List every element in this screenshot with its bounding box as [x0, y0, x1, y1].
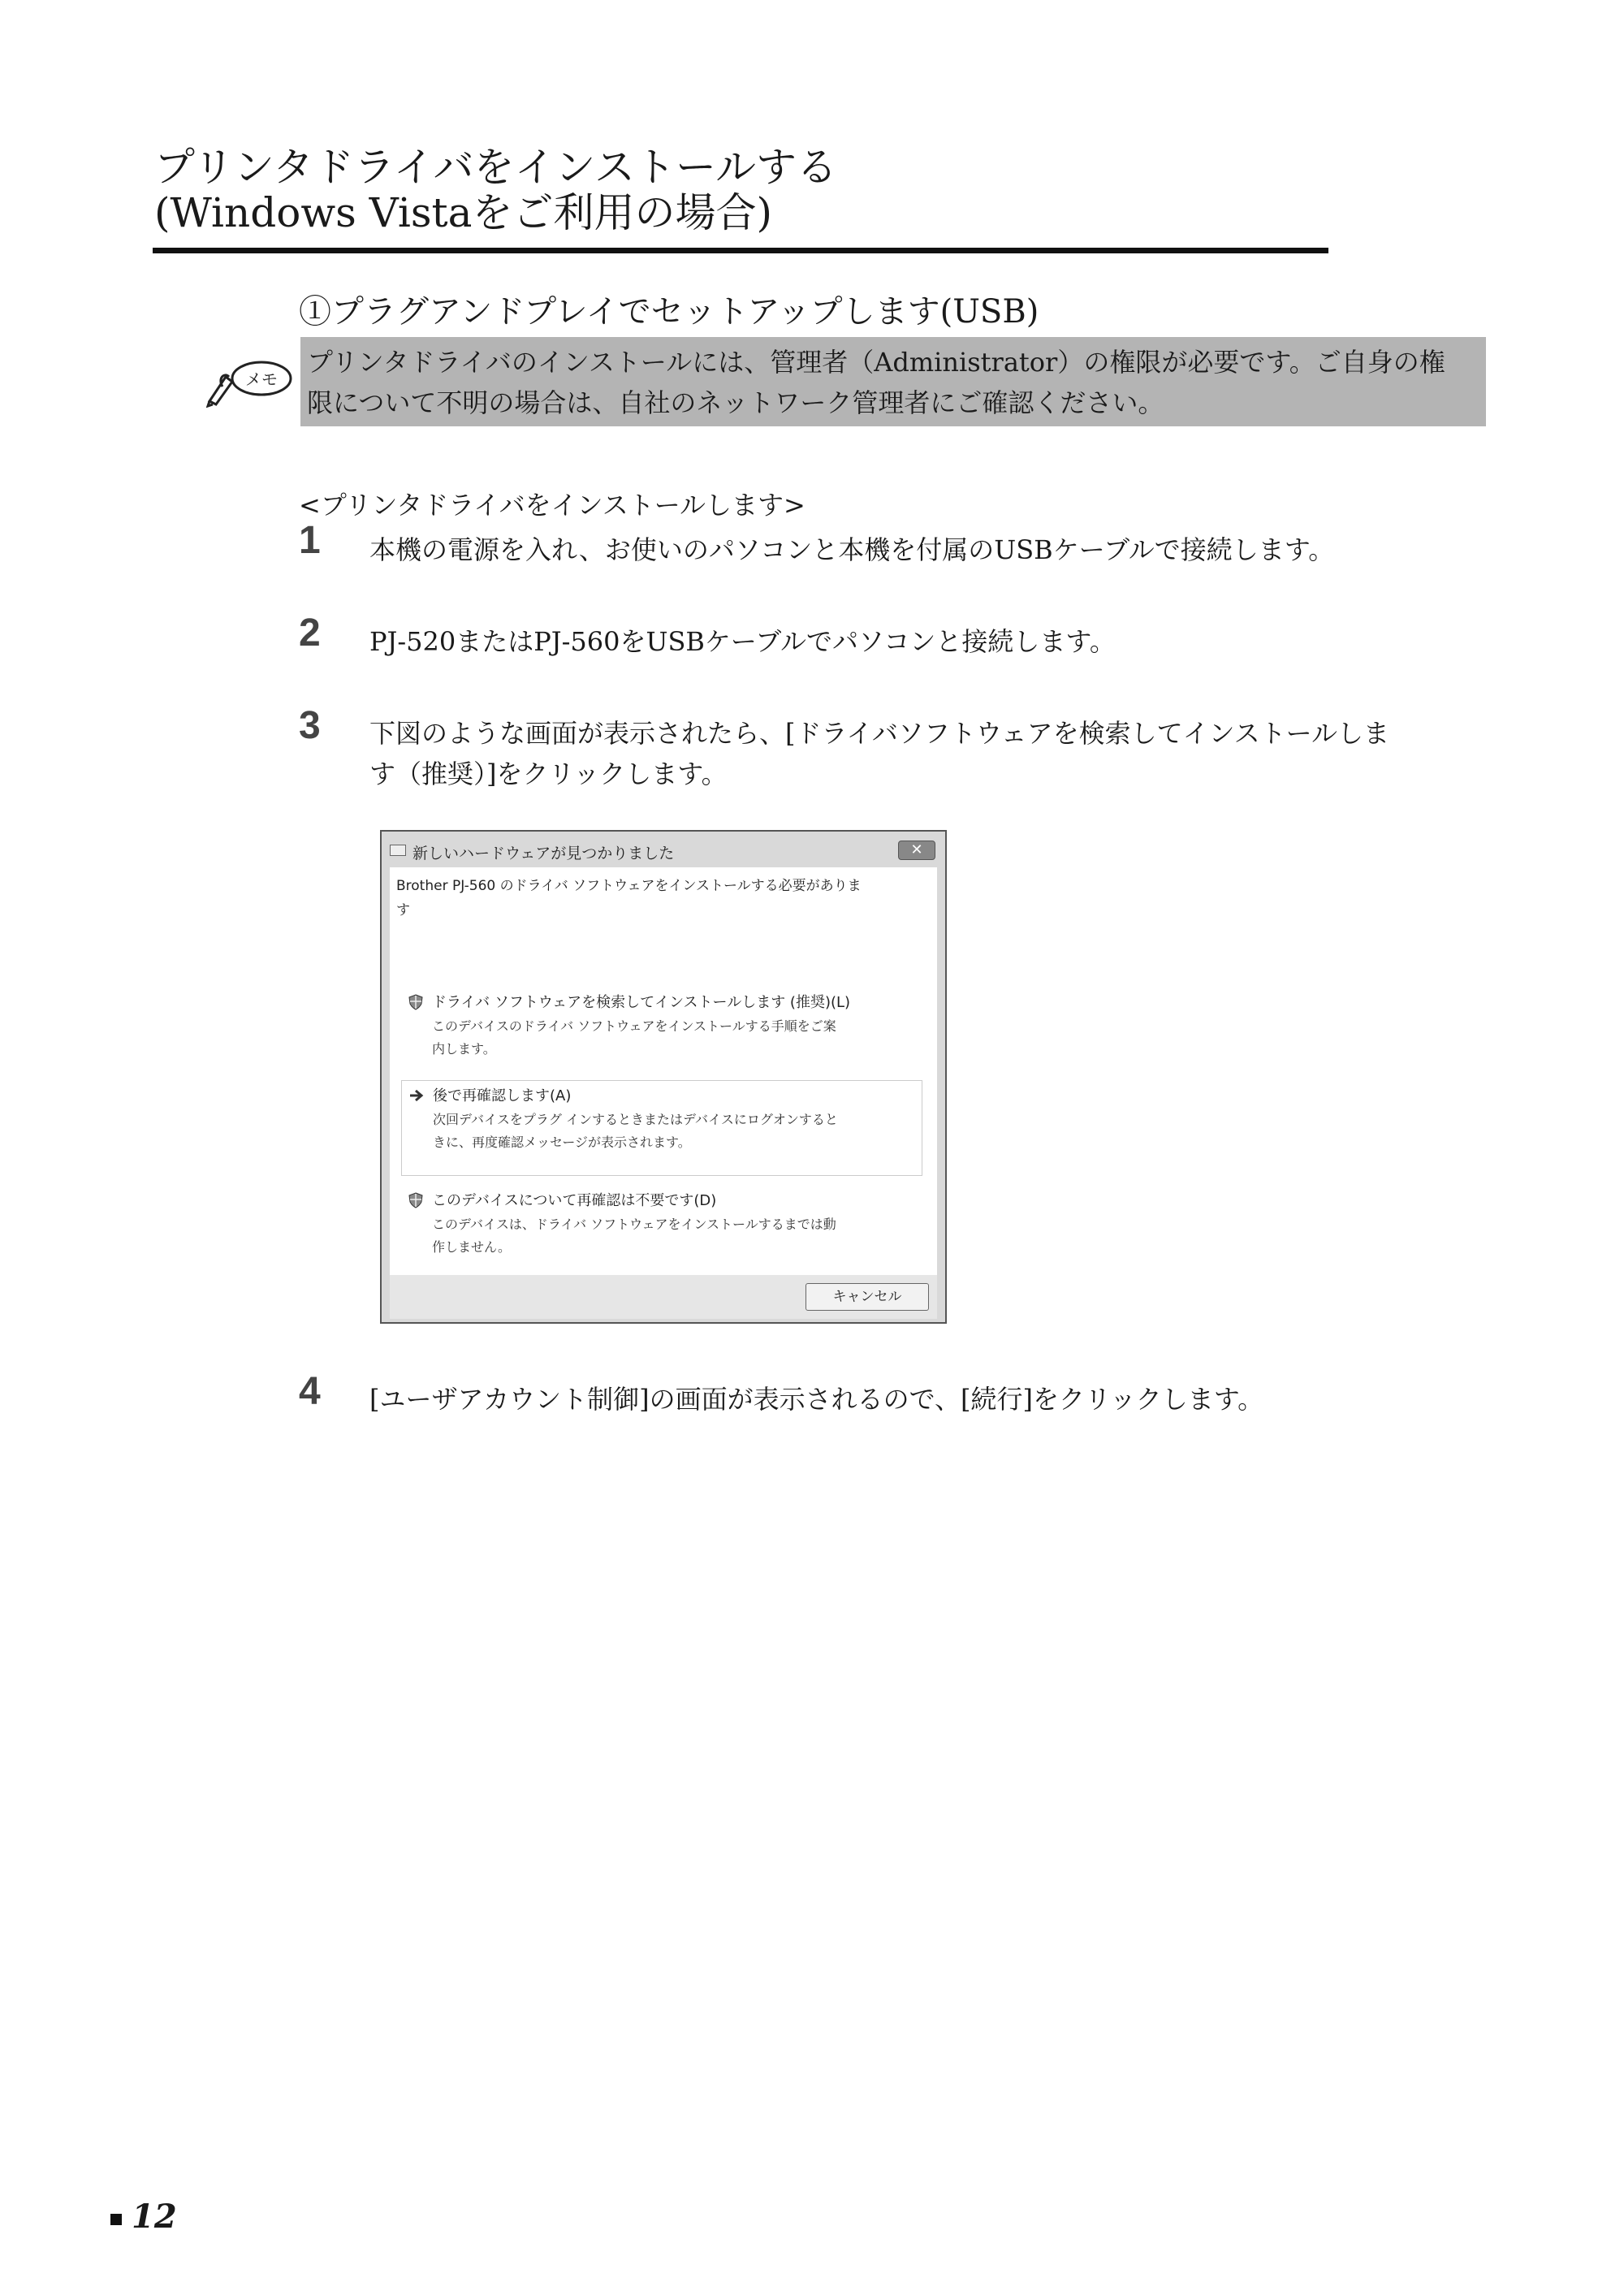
step-4-line1: [ユーザアカウント制御]の画面が表示されるので、[続行]をクリックします。: [369, 1384, 1264, 1415]
found-new-hardware-dialog: [380, 830, 947, 1324]
dialog-header-text: [396, 874, 924, 923]
shield-icon: [408, 994, 424, 1010]
page-title-line1: プリンタドライバをインストールする: [154, 144, 837, 191]
dialog-title: 新しいハードウェアが見つかりました: [412, 845, 675, 862]
admin-note: [300, 337, 1486, 426]
cancel-button[interactable]: キャンセル: [806, 1283, 929, 1311]
option-search-install-desc-line2: 内します。: [432, 1041, 496, 1057]
memo-pencil-icon: [205, 354, 294, 408]
dialog-body: [390, 867, 937, 1275]
step-2-line1: PJ-520またはPJ-560をUSBケーブルでパソコンと接続します。: [369, 626, 1116, 657]
window-icon: [390, 845, 406, 856]
page-title-line2: (Windows Vistaをご利用の場合): [154, 189, 772, 236]
option-search-install-desc-line1: このデバイスのドライバ ソフトウェアをインストールする手順をご案: [432, 1018, 836, 1034]
step-3-text: [369, 713, 1490, 794]
step-3-number: 3: [299, 704, 321, 747]
page-title: [154, 145, 1332, 236]
subsection-heading: ①プラグアンドプレイでセットアップします(USB): [299, 293, 1039, 331]
option-ask-later-desc-line2: きに、再度確認メッセージが表示されます。: [433, 1135, 691, 1150]
intro-heading: <プリンタドライバをインストールします>: [299, 490, 806, 521]
dialog-header-line1: Brother PJ-560 のドライバ ソフトウェアをインストールする必要がありま: [396, 878, 862, 894]
step-1-line1: 本機の電源を入れ、お使いのパソコンと本機を付属のUSBケーブルで接続します。: [369, 534, 1335, 565]
step-2-number: 2: [299, 612, 321, 655]
step-3-line2: す（推奨）]をクリックします。: [369, 759, 728, 789]
option-ask-later[interactable]: [401, 1080, 922, 1176]
option-ask-later-desc-line1: 次回デバイスをプラグ インするときまたはデバイスにログオンすると: [433, 1112, 838, 1127]
option-search-install-desc: [432, 1015, 919, 1061]
dialog-footer: [390, 1275, 937, 1319]
arrow-right-icon: [408, 1087, 425, 1104]
option-ask-later-title: 後で再確認します(A): [433, 1087, 572, 1104]
shield-icon: [408, 1192, 424, 1208]
note-line2: 限について不明の場合は、自社のネットワーク管理者にご確認ください。: [307, 387, 1164, 418]
option-search-install[interactable]: [401, 988, 922, 1069]
option-dont-ask-desc: [432, 1213, 919, 1259]
dialog-header-line2: す: [396, 902, 410, 918]
note-line1: プリンタドライバのインストールには、管理者（Administrator）の権限が必要です。ご自身の権: [307, 347, 1445, 378]
step-4-text: [369, 1379, 1490, 1420]
step-1-number: 1: [299, 519, 321, 562]
option-ask-later-desc: [433, 1109, 920, 1154]
dialog-titlebar: [387, 838, 940, 862]
option-dont-ask-desc-line2: 作しません。: [432, 1239, 511, 1255]
option-search-install-title: ドライバ ソフトウェアを検索してインストールします (推奨)(L): [432, 994, 851, 1011]
option-dont-ask[interactable]: [401, 1186, 922, 1267]
step-4-number: 4: [299, 1370, 321, 1413]
step-3-line1: 下図のような画面が表示されたら、[ドライバソフトウェアを検索してインストールしま: [369, 718, 1390, 749]
page-number-value: 12: [132, 2198, 177, 2236]
step-1-text: [369, 529, 1490, 570]
page-number: [110, 2198, 177, 2236]
close-button[interactable]: ✕: [898, 841, 935, 860]
step-2-text: [369, 621, 1490, 662]
option-dont-ask-title: このデバイスについて再確認は不要です(D): [432, 1192, 717, 1209]
page-number-bullet: [110, 2214, 122, 2225]
title-rule: [153, 248, 1328, 253]
memo-label: メモ: [245, 370, 278, 389]
option-dont-ask-desc-line1: このデバイスは、ドライバ ソフトウェアをインストールするまでは動: [432, 1217, 836, 1232]
